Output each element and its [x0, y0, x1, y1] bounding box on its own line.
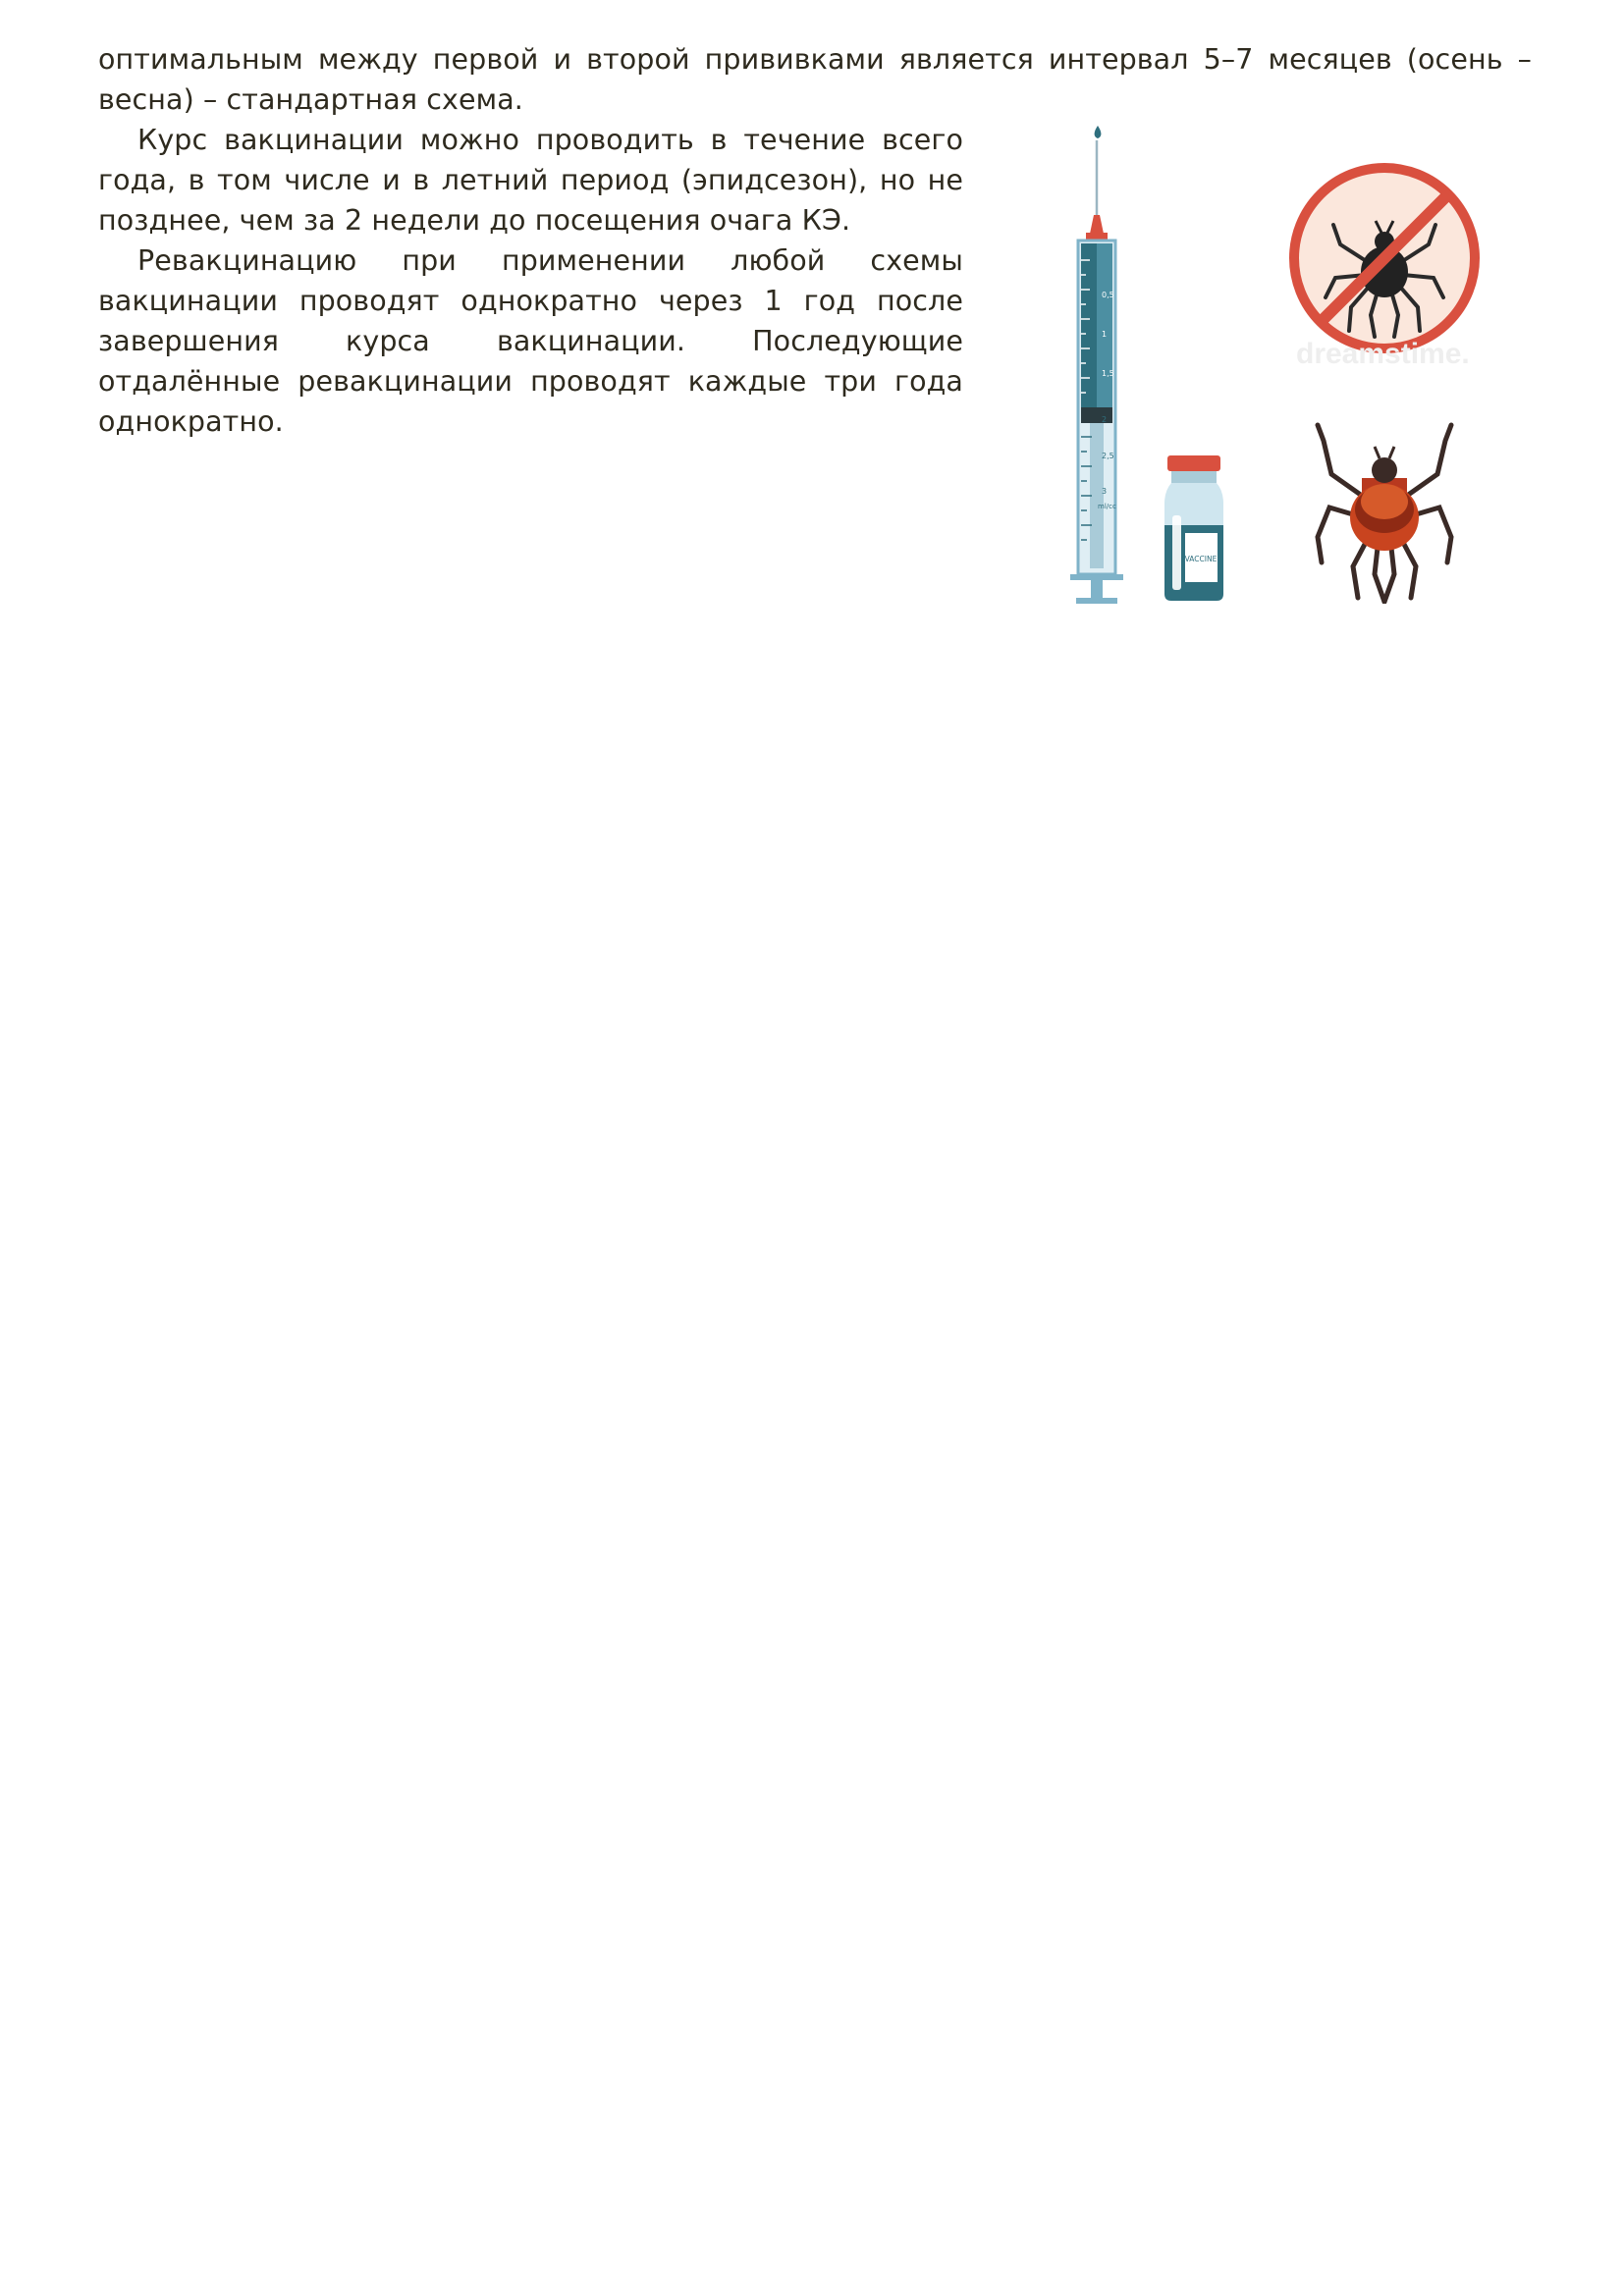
paragraph-course: Курс вакцинации можно проводить в течение всего года, в том числе и в летний период (эпидсезон), но не позднее, чем за 2 недели до посещения очага КЭ. — [98, 124, 963, 237]
no-tick-sign-icon — [1294, 168, 1475, 348]
svg-text:1,5: 1,5 — [1102, 369, 1114, 378]
syringe-icon — [1070, 126, 1123, 604]
svg-text:3: 3 — [1102, 487, 1108, 496]
vaccine-vial-icon — [1164, 455, 1223, 601]
paragraph-schedule: оптимальным между первой и второй прививками является интервал 5–7 месяцев (осень – весна) – стандартная схема. — [98, 43, 1532, 116]
svg-text:1: 1 — [1102, 330, 1108, 339]
svg-text:2,5: 2,5 — [1102, 452, 1114, 460]
paragraph-revaccination: Ревакцинацию при применении любой схемы вакцинации проводят однократно через 1 год после завершения курса вакцинации. Последующие отдалённые ревакцинации проводят каждые три года однократно. — [98, 244, 963, 438]
svg-text:2: 2 — [1102, 415, 1108, 424]
svg-text:0,5: 0,5 — [1102, 291, 1114, 299]
svg-text:ml/cc: ml/cc — [1098, 503, 1116, 510]
watermark-text: dreamstime. — [1296, 338, 1470, 370]
svg-text:VACCINE: VACCINE — [1184, 555, 1218, 563]
tick-icon — [1318, 425, 1451, 602]
vaccination-illustration — [1041, 113, 1492, 604]
